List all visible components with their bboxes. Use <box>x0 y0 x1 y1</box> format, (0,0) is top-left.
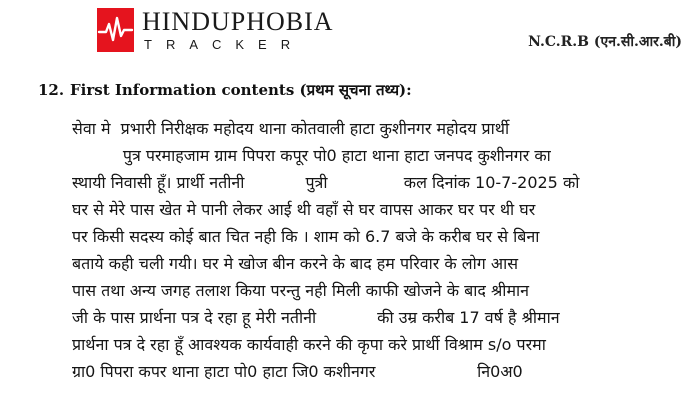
heartbeat-logo-icon <box>97 8 134 52</box>
logo-wordmark-top: HINDUPHOBIA <box>142 7 334 36</box>
body-line-3: स्थायी निवासी हूँ। प्रार्थी नतीनी पुत्री कल दिनांक 10-7-2025 को <box>72 173 580 192</box>
section-number: 12. <box>38 81 65 99</box>
body-line-5: पर किसी सदस्य कोई बात चित नही कि । शाम को 6.7 बजे के करीब घर से बिना <box>72 227 540 246</box>
hinduphobia-tracker-logo <box>97 8 334 54</box>
body-line-6: बताये कही चली गयी। घर मे खोज बीन करने के बाद हम परिवार के लोग आस <box>72 254 519 273</box>
body-line-4: घर से मेरे पास खेत मे पानी लेकर आई थी वहाँ से घर वापस आकर घर पर थी घर <box>72 200 536 219</box>
section-title: First Information contents (प्रथम सूचना तथ्य): <box>70 81 412 99</box>
logo-wordmark-bottom: TRACKER <box>144 37 305 52</box>
body-line-8: जी के पास प्रार्थना पत्र दे रहा हू मेरी नतीनी की उम्र करीब 17 वर्ष है श्रीमान <box>72 308 560 327</box>
body-line-7: पास तथा अन्य जगह तलाश किया परन्तु नही मिली काफी खोजने के बाद श्रीमान <box>72 281 530 300</box>
ncrb-label: N.C.R.B (एन.सी.आर.बी) <box>528 34 682 50</box>
body-line-9: प्रार्थना पत्र दे रहा हूँ आवश्यक कार्यवाही करने की कृपा करे प्रार्थी विश्राम s/o परमा <box>72 335 546 354</box>
section-heading <box>38 80 412 100</box>
body-line-10: ग्रा0 पिपरा कपर थाना हाटा पो0 हाटा जि0 कशीनगर नि0अ0 <box>72 362 523 381</box>
body-line-2: पुत्र परमाहजाम ग्राम पिपरा कपूर पो0 हाटा थाना हाटा जनपद कुशीनगर का <box>72 146 551 165</box>
fir-contents-body <box>72 115 692 385</box>
body-line-1: सेवा मे प्रभारी निरीक्षक महोदय थाना कोतवाली हाटा कुशीनगर महोदय प्रार्थी <box>72 119 510 138</box>
